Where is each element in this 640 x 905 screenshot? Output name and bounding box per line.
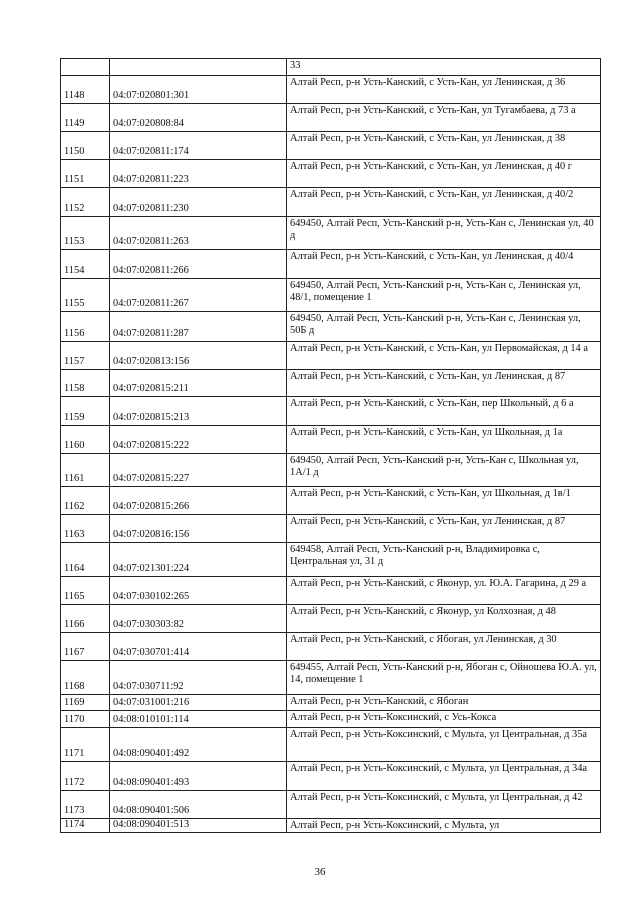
row-number: 1164	[61, 543, 110, 577]
cadastral-number: 04:07:020811:266	[110, 250, 287, 279]
cadastral-number: 04:07:020811:287	[110, 312, 287, 342]
address: 649450, Алтай Респ, Усть-Канский р-н, Усть-Кан с, Ленинская ул, 48/1, помещение 1	[287, 279, 601, 312]
header-row	[61, 59, 601, 76]
address: Алтай Респ, р-н Усть-Коксинский, с Мульта, ул Центральная, д 42	[287, 791, 601, 819]
cadastral-number: 04:07:020815:227	[110, 454, 287, 487]
table-row	[61, 104, 601, 132]
table-row	[61, 132, 601, 160]
cadastral-number: 04:07:020815:266	[110, 487, 287, 515]
address: Алтай Респ, р-н Усть-Канский, с Усть-Кан, ул Ленинская, д 38	[287, 132, 601, 160]
table-row	[61, 728, 601, 762]
row-number: 1154	[61, 250, 110, 279]
address: 649455, Алтай Респ, Усть-Канский р-н, Ябоган с, Ойношева Ю.А. ул, 14, помещение 1	[287, 661, 601, 695]
row-number: 1168	[61, 661, 110, 695]
table-row	[61, 577, 601, 605]
address: Алтай Респ, р-н Усть-Канский, с Усть-Кан, ул Ленинская, д 40/4	[287, 250, 601, 279]
table-row	[61, 819, 601, 833]
row-number: 1170	[61, 711, 110, 728]
row-number: 1173	[61, 791, 110, 819]
address: Алтай Респ, р-н Усть-Канский, с Усть-Кан, ул Ленинская, д 40/2	[287, 188, 601, 217]
row-number: 1151	[61, 160, 110, 188]
address: Алтай Респ, р-н Усть-Канский, с Ябоган, ул Ленинская, д 30	[287, 633, 601, 661]
header-cell-number: 33	[287, 59, 601, 76]
cadastral-number: 04:07:020811:230	[110, 188, 287, 217]
table-row	[61, 695, 601, 711]
cadastral-number: 04:08:090401:506	[110, 791, 287, 819]
cadastral-number: 04:07:020811:267	[110, 279, 287, 312]
row-number: 1161	[61, 454, 110, 487]
table-row	[61, 605, 601, 633]
table-row	[61, 711, 601, 728]
row-number: 1166	[61, 605, 110, 633]
cadastral-number: 04:08:090401:513	[110, 819, 287, 833]
cadastral-number: 04:07:020815:213	[110, 397, 287, 426]
cadastral-number: 04:07:020816:156	[110, 515, 287, 543]
table-row	[61, 188, 601, 217]
table-row	[61, 661, 601, 695]
row-number: 1153	[61, 217, 110, 250]
row-number: 1152	[61, 188, 110, 217]
cadastral-number: 04:07:020811:263	[110, 217, 287, 250]
row-number: 1150	[61, 132, 110, 160]
address: Алтай Респ, р-н Усть-Канский, с Усть-Кан, ул Тугамбаева, д 73 а	[287, 104, 601, 132]
address: 649450, Алтай Респ, Усть-Канский р-н, Усть-Кан с, Ленинская ул, 50Б д	[287, 312, 601, 342]
address: Алтай Респ, р-н Усть-Канский, с Ябоган	[287, 695, 601, 711]
address: Алтай Респ, р-н Усть-Канский, с Яконур, ул Колхозная, д 48	[287, 605, 601, 633]
table-row	[61, 487, 601, 515]
cadastral-number: 04:07:020815:222	[110, 426, 287, 454]
row-number: 1155	[61, 279, 110, 312]
table-row	[61, 454, 601, 487]
table-row	[61, 633, 601, 661]
row-number: 1158	[61, 370, 110, 397]
table-row	[61, 76, 601, 104]
table-row	[61, 543, 601, 577]
row-number: 1171	[61, 728, 110, 762]
row-number: 1174	[61, 819, 110, 833]
row-number: 1163	[61, 515, 110, 543]
cadastral-number: 04:07:030701:414	[110, 633, 287, 661]
cadastral-number: 04:07:020808:84	[110, 104, 287, 132]
row-number: 1165	[61, 577, 110, 605]
row-number: 1156	[61, 312, 110, 342]
address: Алтай Респ, р-н Усть-Канский, с Яконур, ул. Ю.А. Гагарина, д 29 а	[287, 577, 601, 605]
address: Алтай Респ, р-н Усть-Коксинский, с Мульта, ул Центральная, д 35а	[287, 728, 601, 762]
cadastral-number: 04:07:030303:82	[110, 605, 287, 633]
cadastral-number: 04:07:020813:156	[110, 342, 287, 370]
cadastral-number: 04:08:090401:492	[110, 728, 287, 762]
address: Алтай Респ, р-н Усть-Канский, с Усть-Кан, ул Школьная, д 1в/1	[287, 487, 601, 515]
page-number: 36	[314, 866, 326, 878]
cadastral-number: 04:07:021301:224	[110, 543, 287, 577]
table-row	[61, 342, 601, 370]
table-row	[61, 426, 601, 454]
cadastral-number: 04:08:090401:493	[110, 762, 287, 791]
cadastral-number: 04:07:020811:174	[110, 132, 287, 160]
cadastral-number: 04:08:010101:114	[110, 711, 287, 728]
row-number: 1149	[61, 104, 110, 132]
row-number: 1160	[61, 426, 110, 454]
row-number: 1172	[61, 762, 110, 791]
cadastral-number: 04:07:020815:211	[110, 370, 287, 397]
table-row	[61, 370, 601, 397]
table-row	[61, 397, 601, 426]
address: Алтай Респ, р-н Усть-Коксинский, с Усь-Кокса	[287, 711, 601, 728]
address: 649450, Алтай Респ, Усть-Канский р-н, Усть-Кан с, Школьная ул, 1А/1 д	[287, 454, 601, 487]
row-number: 1159	[61, 397, 110, 426]
cadastral-number: 04:07:030102:265	[110, 577, 287, 605]
address: Алтай Респ, р-н Усть-Коксинский, с Мульта, ул	[287, 819, 601, 833]
header-cell-empty-2	[110, 59, 287, 76]
row-number: 1167	[61, 633, 110, 661]
records-table	[60, 58, 601, 833]
address: Алтай Респ, р-н Усть-Канский, с Усть-Кан, ул Ленинская, д 87	[287, 515, 601, 543]
cadastral-number: 04:07:030711:92	[110, 661, 287, 695]
address: Алтай Респ, р-н Усть-Канский, с Усть-Кан, ул Школьная, д 1а	[287, 426, 601, 454]
address: 649450, Алтай Респ, Усть-Канский р-н, Усть-Кан с, Ленинская ул, 40 д	[287, 217, 601, 250]
table-row	[61, 160, 601, 188]
cadastral-number: 04:07:031001:216	[110, 695, 287, 711]
table-row	[61, 279, 601, 312]
address: Алтай Респ, р-н Усть-Коксинский, с Мульта, ул Центральная, д 34а	[287, 762, 601, 791]
header-cell-empty-1	[61, 59, 110, 76]
address: Алтай Респ, р-н Усть-Канский, с Усть-Кан, ул Ленинская, д 36	[287, 76, 601, 104]
row-number: 1162	[61, 487, 110, 515]
cadastral-number: 04:07:020811:223	[110, 160, 287, 188]
row-number: 1148	[61, 76, 110, 104]
table-row	[61, 250, 601, 279]
table-row	[61, 312, 601, 342]
table-row	[61, 217, 601, 250]
row-number: 1157	[61, 342, 110, 370]
cadastral-number: 04:07:020801:301	[110, 76, 287, 104]
document-page	[60, 58, 600, 833]
table-row	[61, 791, 601, 819]
address: Алтай Респ, р-н Усть-Канский, с Усть-Кан, ул Ленинская, д 40 г	[287, 160, 601, 188]
address: 649458, Алтай Респ, Усть-Канский р-н, Владимировка с, Центральная ул, 31 д	[287, 543, 601, 577]
table-row	[61, 762, 601, 791]
address: Алтай Респ, р-н Усть-Канский, с Усть-Кан, пер Школьный, д 6 а	[287, 397, 601, 426]
row-number: 1169	[61, 695, 110, 711]
table-row	[61, 515, 601, 543]
address: Алтай Респ, р-н Усть-Канский, с Усть-Кан, ул Ленинская, д 87	[287, 370, 601, 397]
address: Алтай Респ, р-н Усть-Канский, с Усть-Кан, ул Первомайская, д 14 а	[287, 342, 601, 370]
